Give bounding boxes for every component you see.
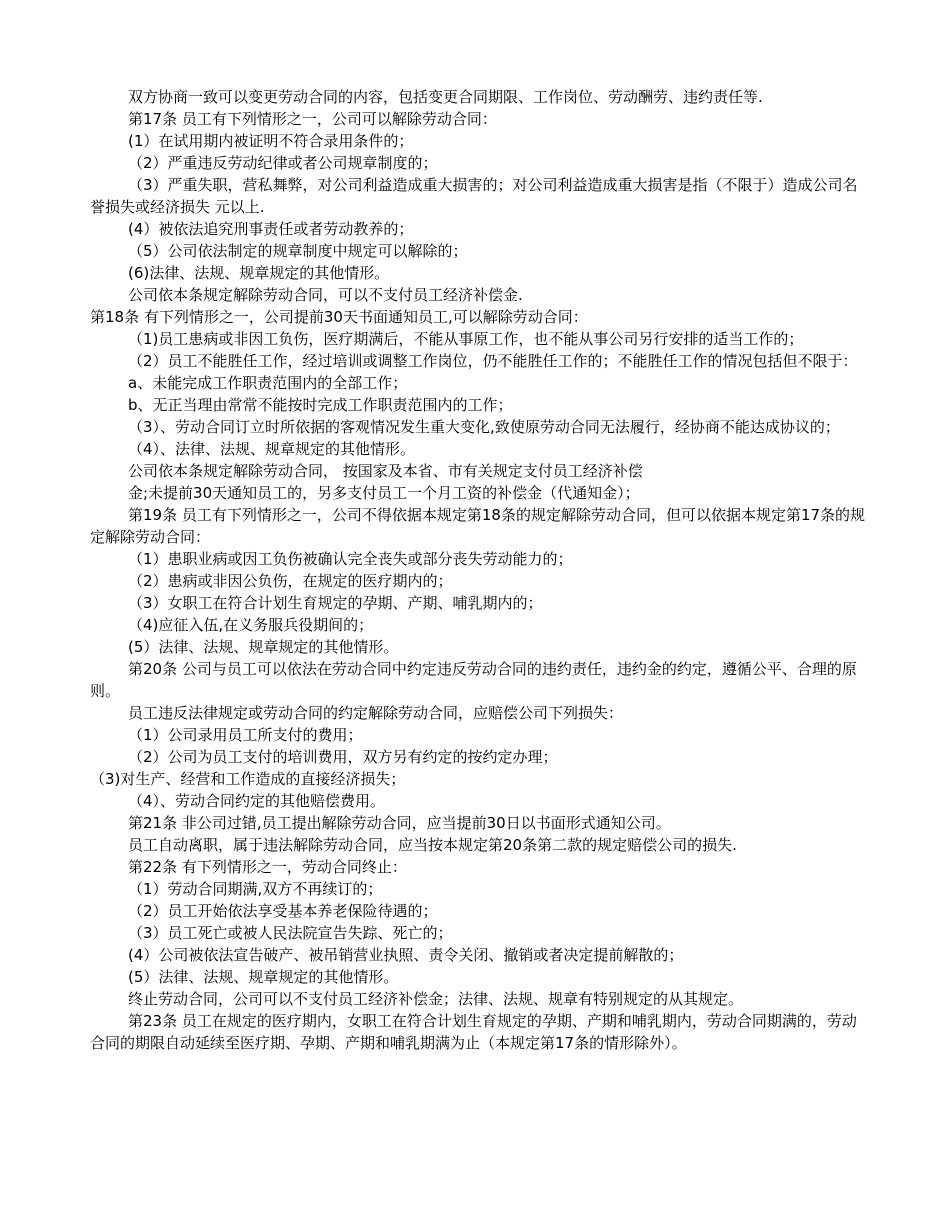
paragraph: (6)法律、法规、规章规定的其他情形。 (128, 264, 390, 282)
paragraph: （4）、劳动合同约定的其他赔偿费用。 (128, 792, 386, 810)
paragraph: 第22条 有下列情形之一，劳动合同终止： (128, 858, 407, 876)
paragraph: 员工违反法律规定或劳动合同的约定解除劳动合同，应赔偿公司下列损失： (128, 704, 624, 722)
paragraph: (4）被依法追究刑事责任或者劳动教养的； (128, 220, 414, 238)
paragraph: 第23条 员工在规定的医疗期内，女职工在符合计划生育规定的孕期、产期和哺乳期内，劳动合同期满的，劳动合同的期限自动延续至医疗期、孕期、产期和哺乳期满为止（本规定第17条的情形除外）。 (90, 1012, 857, 1052)
paragraph: （3）女职工在符合计划生育规定的孕期、产期、哺乳期内的； (128, 594, 543, 612)
paragraph: 双方协商一致可以变更劳动合同的内容，包括变更合同期限、工作岗位、劳动酬劳、违约责任等. (128, 88, 763, 106)
paragraph: （1)员工患病或非因工负伤，医疗期满后，不能从事原工作，也不能从事公司另行安排的适当工作的； (128, 330, 804, 348)
paragraph: （1）患职业病或因工负伤被确认完全丧失或部分丧失劳动能力的； (128, 550, 573, 568)
paragraph: （3）严重失职，营私舞弊，对公司利益造成重大损害的；对公司利益造成重大损害是指（不限于）造成公司名誉损失或经济损失 元以上. (90, 176, 858, 216)
paragraph: （3)对生产、经营和工作造成的直接经济损失； (90, 770, 406, 788)
paragraph: (5）法律、法规、规章规定的其他情形。 (128, 638, 399, 656)
paragraph: （2）公司为员工支付的培训费用，双方另有约定的按约定办理； (128, 748, 558, 766)
paragraph: 金;未提前30天通知员工的，另多支付员工一个月工资的补偿金（代通知金）； (128, 484, 640, 502)
paragraph: a、未能完成工作职责范围内的全部工作； (128, 374, 408, 392)
paragraph: 第18条 有下列情形之一，公司提前30天书面通知员工,可以解除劳动合同： (90, 308, 588, 326)
document-body (90, 86, 870, 1054)
paragraph: （4)应征入伍,在义务服兵役期间的； (128, 616, 374, 634)
paragraph: (5）法律、法规、规章规定的其他情形。 (128, 968, 399, 986)
paragraph: 终止劳动合同，公司可以不支付员工经济补偿金；法律、法规、规章有特别规定的从其规定。 (128, 990, 744, 1008)
paragraph: b、无正当理由常常不能按时完成工作职责范围内的工作； (128, 396, 513, 414)
paragraph: 第21条 非公司过错,员工提出解除劳动合同，应当提前30日以书面形式通知公司。 (128, 814, 671, 832)
paragraph: （5）公司依法制定的规章制度中规定可以解除的； (128, 242, 468, 260)
paragraph: （1）公司录用员工所支付的费用； (128, 726, 363, 744)
paragraph: 公司依本条规定解除劳动合同，可以不支付员工经济补偿金. (128, 286, 523, 304)
paragraph: 第20条 公司与员工可以依法在劳动合同中约定违反劳动合同的违约责任，违约金的约定，遵循公平、合理的原则。 (90, 660, 857, 700)
paragraph: (4）公司被依法宣告破产、被吊销营业执照、责令关闭、撤销或者决定提前解散的； (128, 946, 684, 964)
paragraph: （2）严重违反劳动纪律或者公司规章制度的； (128, 154, 438, 172)
paragraph: （4）、法律、法规、规章规定的其他情形。 (128, 440, 416, 458)
paragraph: 员工自动离职，属于违法解除劳动合同，应当按本规定第20条第二款的规定赔偿公司的损失. (128, 836, 737, 854)
paragraph: （3）员工死亡或被人民法院宣告失踪、死亡的； (128, 924, 453, 942)
paragraph: (1）在试用期内被证明不符合录用条件的； (128, 132, 414, 150)
paragraph: （2）员工开始依法享受基本养老保险待遇的； (128, 902, 438, 920)
paragraph: 公司依本条规定解除劳动合同， 按国家及本省、市有关规定支付员工经济补偿 (128, 462, 643, 480)
paragraph: （3）、劳动合同订立时所依据的客观情况发生重大变化,致使原劳动合同无法履行，经协商不能达成协议的； (128, 418, 840, 436)
paragraph: 第17条 员工有下列情形之一，公司可以解除劳动合同： (128, 110, 497, 128)
paragraph: 第19条 员工有下列情形之一，公司不得依据本规定第18条的规定解除劳动合同，但可以依据本规定第17条的规定解除劳动合同： (90, 506, 866, 546)
paragraph: （2）员工不能胜任工作，经过培训或调整工作岗位，仍不能胜任工作的；不能胜任工作的情况包括但不限于： (128, 352, 858, 370)
paragraph: （1）劳动合同期满,双方不再续订的； (128, 880, 383, 898)
paragraph: （2）患病或非因公负伤，在规定的医疗期内的； (128, 572, 453, 590)
